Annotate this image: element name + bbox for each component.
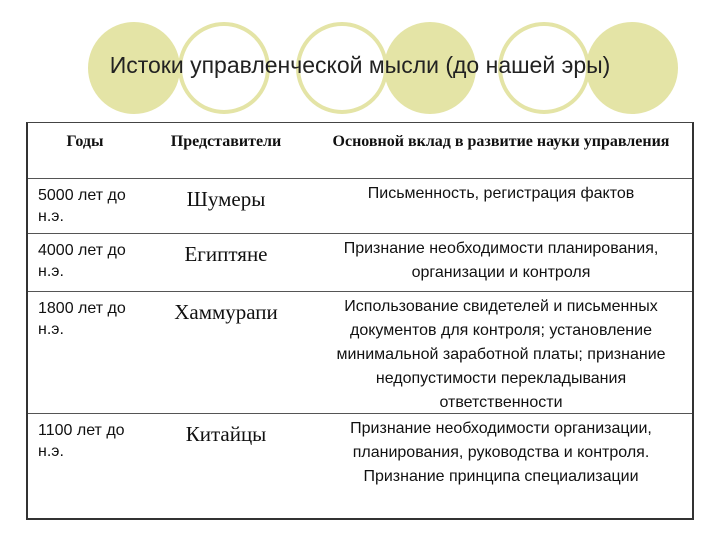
row-years: 4000 лет до н.э. [38, 242, 126, 280]
table-row [28, 292, 692, 414]
table-row [28, 179, 692, 234]
row-years: 5000 лет до н.э. [38, 187, 126, 225]
history-table [26, 122, 694, 520]
table-header-row [28, 123, 692, 179]
header-years: Годы [66, 133, 104, 150]
table-row [28, 414, 692, 519]
slide-title: Истоки управленческой мысли (до нашей эры) [109, 52, 611, 78]
row-contribution: Признание необходимости организации, планирования, руководства и контроля. Признание принципа специализации [350, 420, 652, 485]
header-contribution: Основной вклад в развитие науки управления [332, 133, 670, 150]
row-years: 1800 лет до н.э. [38, 300, 126, 338]
table-row [28, 234, 692, 292]
row-years: 1100 лет до н.э. [38, 422, 125, 460]
row-contribution: Использование свидетелей и письменных документов для контроля; установление минимальной заработной платы; признание недопустимости перекладывания ответственности [336, 298, 666, 411]
row-representatives: Хаммурапи [174, 300, 278, 324]
row-contribution: Признание необходимости планирования, организации и контроля [343, 240, 659, 281]
row-contribution: Письменность, регистрация фактов [367, 185, 635, 202]
header-representatives: Представители [170, 133, 282, 150]
row-representatives: Шумеры [186, 187, 266, 211]
row-representatives: Китайцы [185, 422, 267, 446]
row-representatives: Египтяне [184, 242, 268, 266]
